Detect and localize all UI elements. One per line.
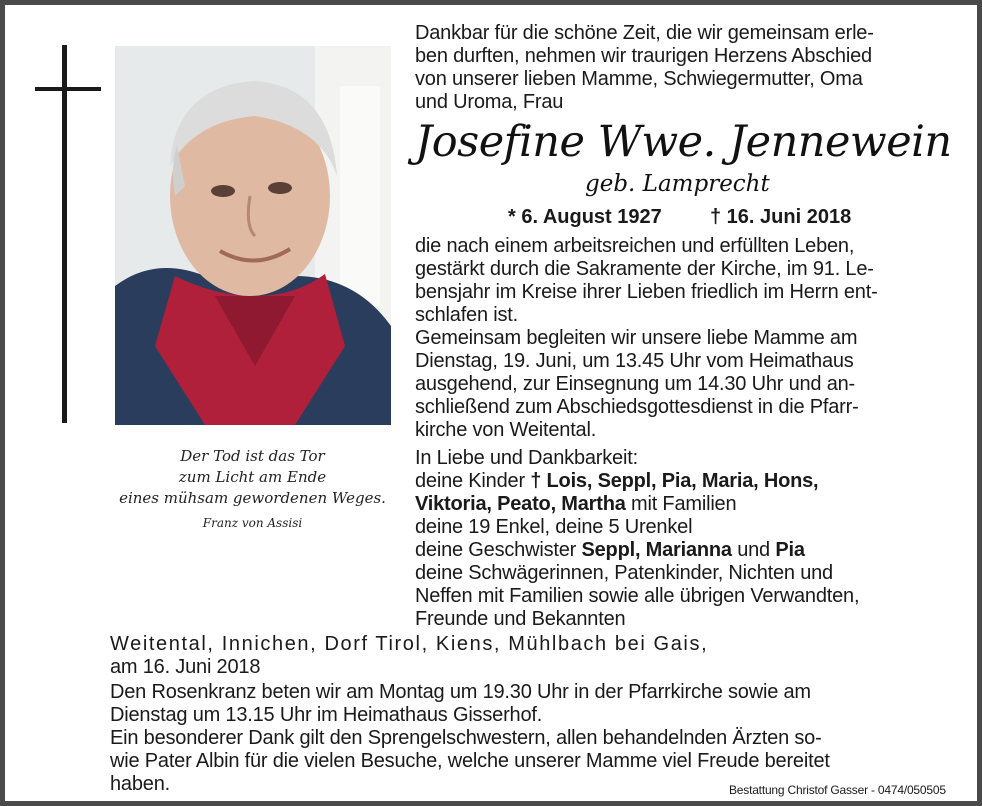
intro-line: von unserer lieben Mamme, Schwiegermutter, Oma [415, 68, 863, 90]
closing-line: wie Pater Albin für die vielen Besuche, welche unserer Mamme viel Freude bereitet [110, 750, 830, 772]
cross-icon-bar [35, 87, 101, 91]
family-grandchildren: deine 19 Enkel, deine 5 Urenkel [415, 516, 693, 538]
body-line: ausgehend, zur Einsegnung um 14.30 Uhr und an- [415, 373, 855, 395]
closing-line: Den Rosenkranz beten wir am Montag um 19.30 Uhr in der Pfarrkirche sowie am [110, 681, 811, 703]
body-line: kirche von Weitental. [415, 419, 597, 441]
date-line: am 16. Juni 2018 [110, 656, 261, 678]
death-date: † 16. Juni 2018 [710, 206, 852, 228]
funeral-home-footer: Bestattung Christof Gasser - 0474/050505 [729, 783, 946, 797]
siblings-names: Seppl, Marianna [581, 539, 732, 561]
intro-line: Dankbar für die schöne Zeit, die wir gemeinsam erle- [415, 22, 874, 44]
intro-line: ben durften, nehmen wir traurigen Herzens Abschied [415, 45, 872, 67]
children-names: † Lois, Seppl, Pia, Maria, Hons, [530, 470, 819, 492]
siblings-and: und [731, 539, 776, 561]
family-siblings-line [415, 539, 805, 562]
family-children-line [415, 470, 818, 493]
children-suffix: mit Familien [625, 493, 737, 515]
deceased-name: Josefine Wwe. Jennewein [415, 117, 952, 167]
body-line: Gemeinsam begleiten wir unsere liebe Mamme am [415, 327, 858, 349]
body-line: schlafen ist. [415, 304, 519, 326]
body-line: bensjahr im Kreise ihrer Lieben friedlich im Herrn ent- [415, 281, 878, 303]
siblings-prefix: deine Geschwister [415, 539, 582, 561]
children-prefix: deine Kinder [415, 470, 531, 492]
places-line: Weitental, Innichen, Dorf Tirol, Kiens, Mühlbach bei Gais, [110, 633, 709, 655]
body-line: Dienstag, 19. Juni, um 13.45 Uhr vom Heimathaus [415, 350, 854, 372]
quote-line: zum Licht am Ende [178, 468, 327, 486]
closing-line: haben. [110, 773, 170, 795]
family-rest-line: deine Schwägerinnen, Patenkinder, Nichten und [415, 562, 833, 584]
birth-date: * 6. August 1927 [508, 206, 662, 228]
quote-author: Franz von Assisi [202, 516, 303, 530]
quote-line: eines mühsam gewordenen Weges. [119, 489, 386, 507]
quote-line: Der Tod ist das Tor [180, 447, 325, 465]
siblings-last: Pia [775, 539, 805, 561]
body-line: die nach einem arbeitsreichen und erfüllten Leben, [415, 235, 855, 257]
family-rest-line: Neffen mit Familien sowie alle übrigen Verwandten, [415, 585, 860, 607]
closing-line: Dienstag um 13.15 Uhr im Heimathaus Gisserhof. [110, 704, 543, 726]
cross-icon [62, 45, 67, 423]
family-intro: In Liebe und Dankbarkeit: [415, 447, 638, 469]
family-rest-line: Freunde und Bekannten [415, 608, 626, 630]
portrait-photo [115, 46, 391, 425]
maiden-name: geb. Lamprecht [585, 171, 770, 197]
intro-line: und Uroma, Frau [415, 91, 564, 113]
quote-block [105, 446, 400, 530]
body-line: gestärkt durch die Sakramente der Kirche, im 91. Le- [415, 258, 874, 280]
closing-line: Ein besonderer Dank gilt den Sprengelschwestern, allen behandelnden Ärzten so- [110, 727, 822, 749]
children-names: Viktoria, Peato, Martha [415, 493, 626, 515]
family-children-line [415, 493, 736, 516]
body-line: schließend zum Abschiedsgottesdienst in die Pfarr- [415, 396, 859, 418]
